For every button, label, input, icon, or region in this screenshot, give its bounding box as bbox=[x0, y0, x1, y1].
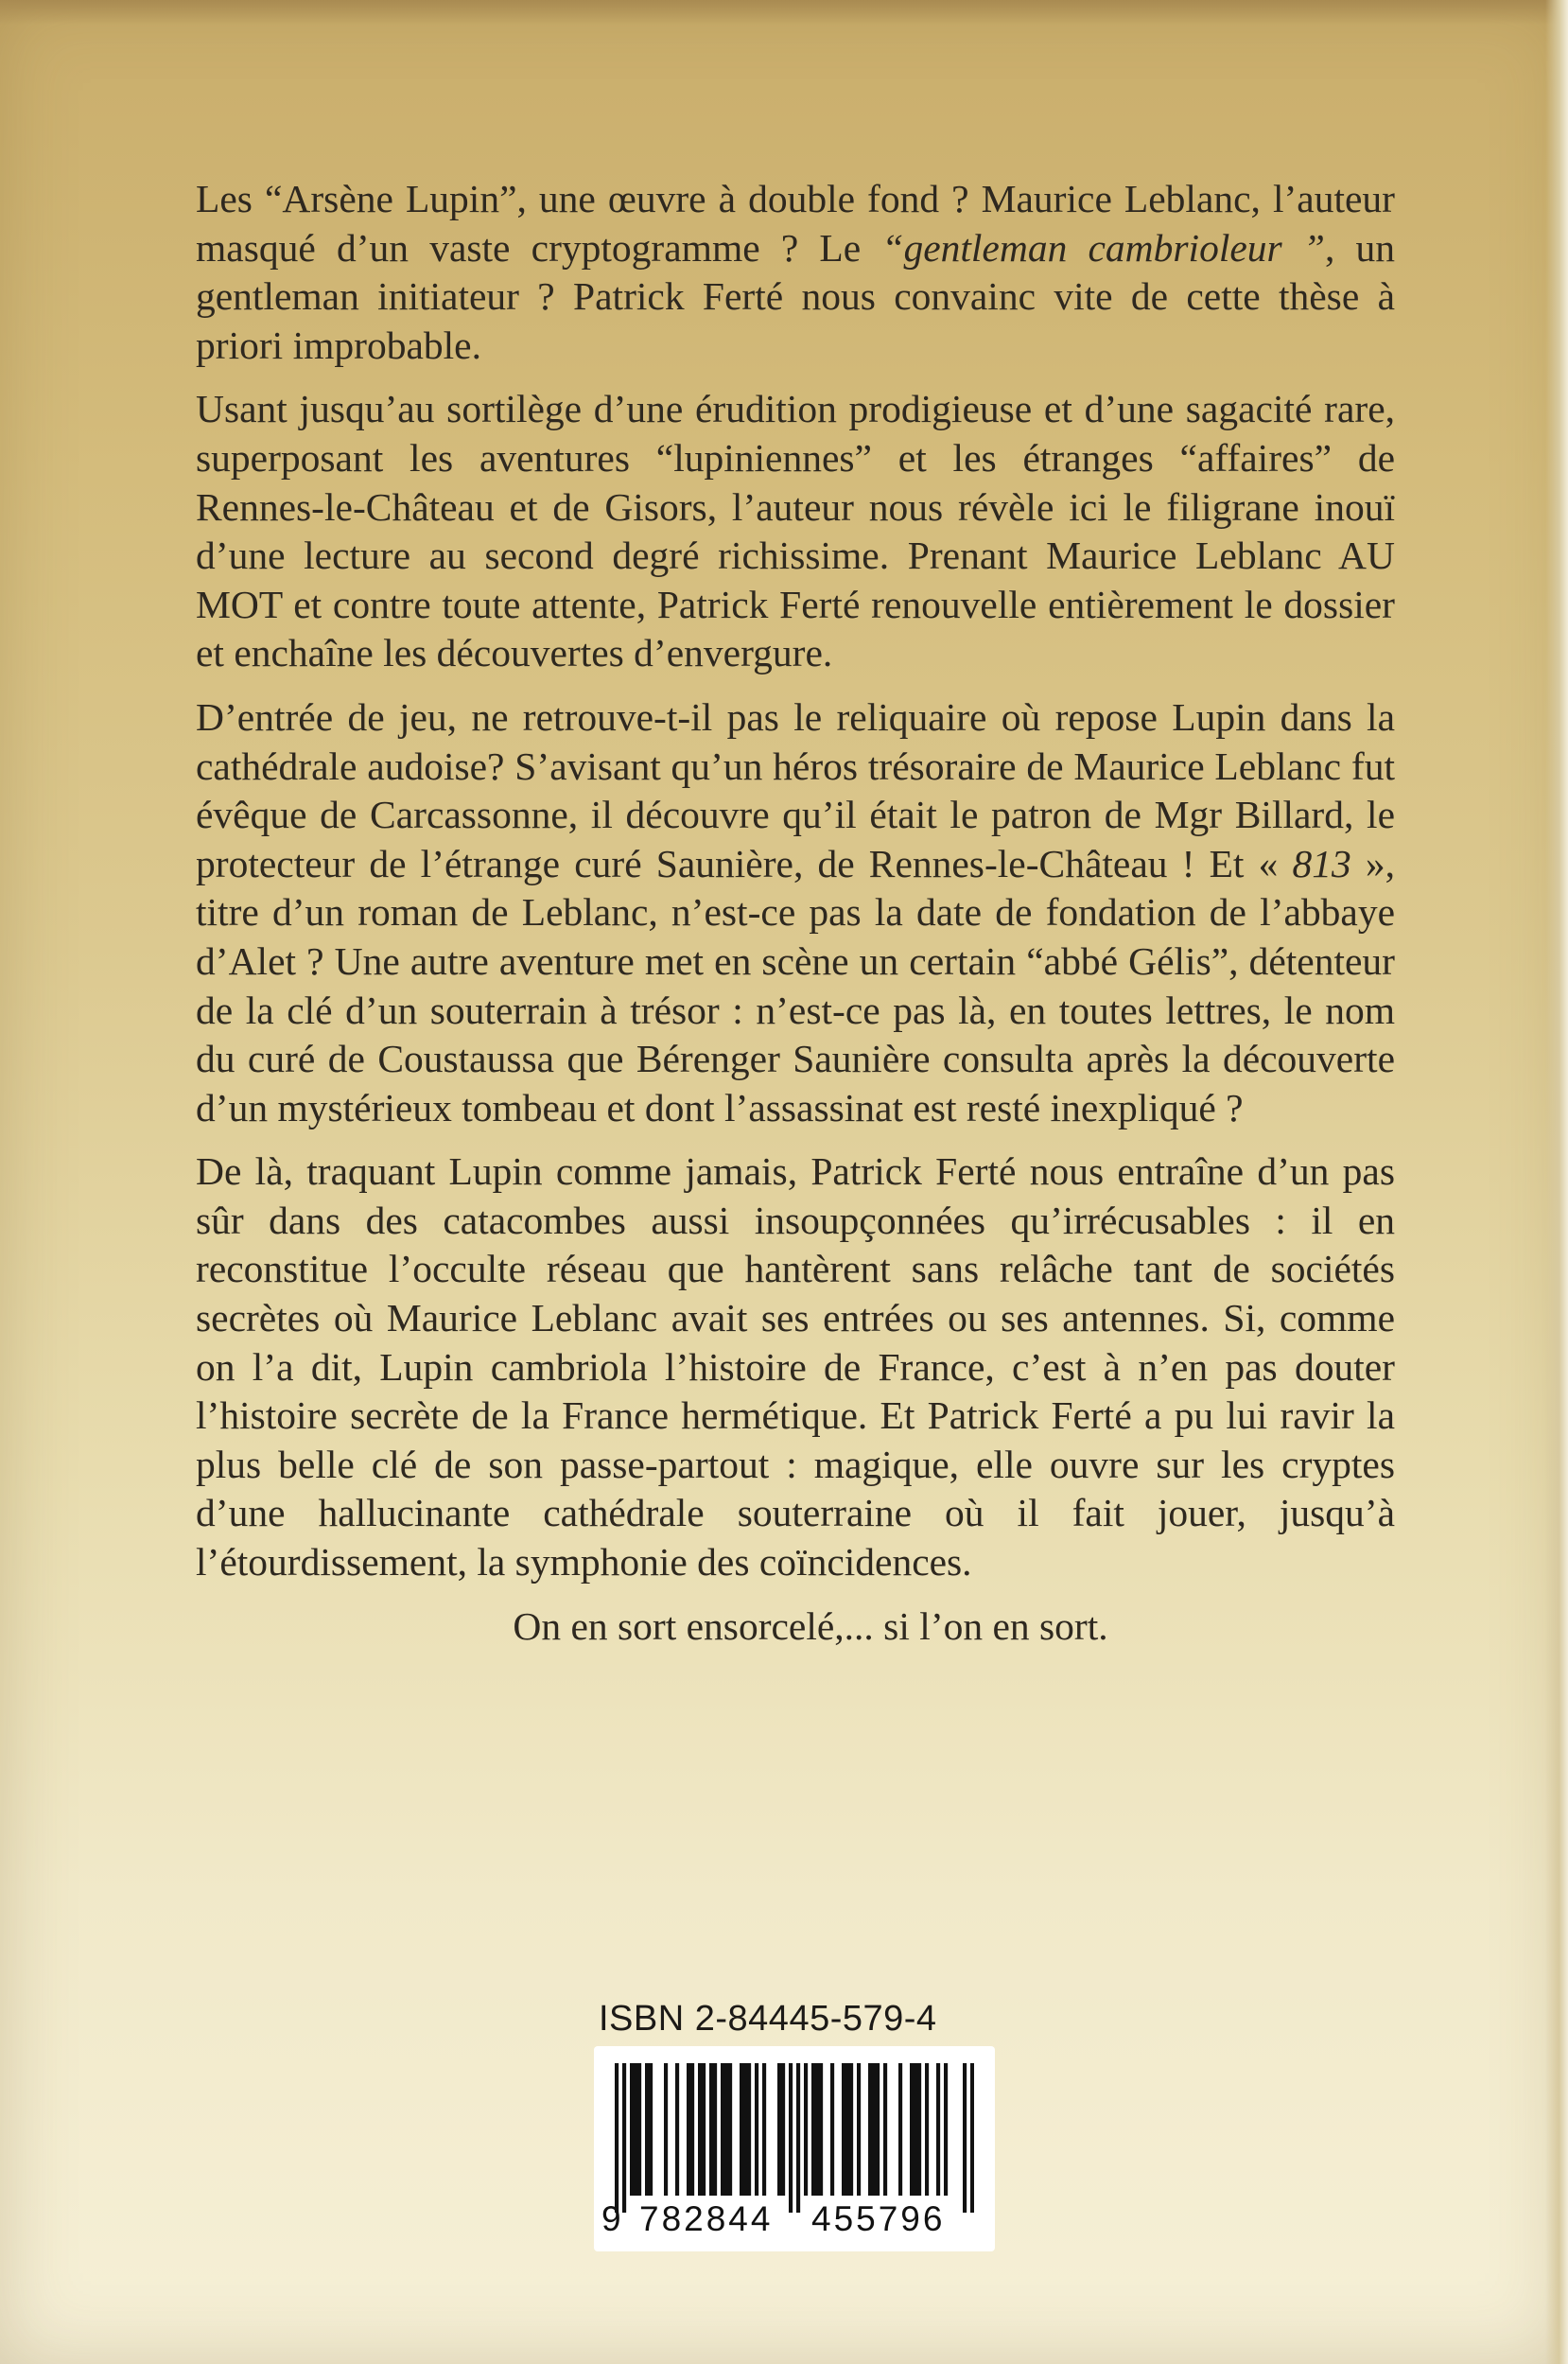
barcode-bar bbox=[819, 2063, 823, 2196]
barcode-bar bbox=[755, 2063, 758, 2196]
barcode-guard-bar bbox=[796, 2063, 800, 2213]
barcode-bar bbox=[842, 2063, 845, 2196]
blurb-paragraph-1 bbox=[196, 175, 1395, 370]
p1-text-c: , un gentleman initiateur ? Patrick Ferté nous convainc vite de cette thèse à priori improbable. bbox=[196, 225, 1395, 367]
barcode-bar bbox=[845, 2063, 849, 2196]
barcode-bar bbox=[872, 2063, 876, 2196]
barcode-bar bbox=[675, 2063, 679, 2196]
barcode-guard-bar bbox=[963, 2063, 967, 2213]
barcode-guard-bar bbox=[622, 2063, 626, 2213]
barcode-bar bbox=[883, 2063, 887, 2196]
barcode-bar bbox=[849, 2063, 853, 2196]
blurb-text bbox=[196, 175, 1395, 1651]
barcode-bar bbox=[944, 2063, 948, 2196]
isbn-label: ISBN 2-84445-579-4 bbox=[599, 1999, 937, 2039]
barcode-bar bbox=[687, 2063, 690, 2196]
barcode-digits-left: 782844 bbox=[639, 2199, 774, 2238]
barcode-bar bbox=[724, 2063, 728, 2196]
barcode-bar bbox=[857, 2063, 861, 2196]
p3-italic-title: 813 bbox=[1292, 841, 1351, 885]
p3-text-c: », titre d’un roman de Leblanc, n’est-ce pas la date de fondation de l’abbaye d’Alet ? Une autre aventure met en scène un certain “abbé Gélis”, détenteur de la clé d’un souterrain à trésor : n’est-ce pas là, en toutes lettres, le nom du curé de Coustaussa que Bérenger Saunière consulta après la découverte d’un mystérieux tombeau et dont l’assassinat est resté inexpliqué ? bbox=[196, 841, 1395, 1129]
barcode-bar bbox=[868, 2063, 872, 2196]
barcode-bar bbox=[811, 2063, 815, 2196]
cover-right-edge bbox=[1545, 0, 1568, 2364]
barcode-bar bbox=[804, 2063, 808, 2196]
barcode-bar bbox=[698, 2063, 702, 2196]
barcode-bar bbox=[690, 2063, 694, 2196]
barcode-guard-bar bbox=[970, 2063, 974, 2213]
barcode-bar bbox=[721, 2063, 724, 2196]
cover-top-edge bbox=[0, 0, 1568, 25]
barcode-bar bbox=[747, 2063, 751, 2196]
barcode-bar bbox=[709, 2063, 713, 2196]
barcode-bar bbox=[743, 2063, 747, 2196]
barcode-bar bbox=[637, 2063, 641, 2196]
barcode-bar bbox=[898, 2063, 902, 2196]
barcode-digits-right: 455796 bbox=[811, 2199, 946, 2238]
barcode-guard-bar bbox=[789, 2063, 793, 2213]
barcode-bar bbox=[713, 2063, 717, 2196]
blurb-paragraph-2: Usant jusqu’au sortilège d’une érudition prodigieuse et d’une sagacité rare, superposant les aventures “lupiniennes” et les étranges “affaires” de Rennes-le-Château et de Gisors, l’auteur nous révèle ici le filigrane inouï d’une lecture au second degré richissime. Prenant Maurice Leblanc AU MOT et contre toute attente, Patrick Ferté renouvelle entièrement le dossier et enchaîne les découvertes d’envergure. bbox=[196, 387, 1395, 675]
barcode-bar bbox=[762, 2063, 766, 2196]
blurb-paragraph-4: De là, traquant Lupin comme jamais, Patrick Ferté nous entraîne d’un pas sûr dans des catacombes aussi insoupçonnées qu’irrécusables : il en reconstitue l’occulte réseau que hantèrent sans relâche tant de sociétés secrètes où Maurice Leblanc avait ses entrées ou ses antennes. Si, comme on l’a dit, Lupin cambriola l’histoire de France, c’est à n’en pas douter l’histoire secrète de la France hermétique. Et Patrick Ferté a pu lui ravir la plus belle clé de son passe-partout : magique, elle ouvre sur les cryptes d’une hallucinante cathédrale souterraine où il fait jouer, jusqu’à l’étourdissement, la symphonie des coïncidences. bbox=[196, 1149, 1395, 1585]
barcode-bar bbox=[925, 2063, 929, 2196]
p1-italic-phrase: “gentleman cambrioleur ” bbox=[881, 225, 1325, 270]
barcode-bar bbox=[728, 2063, 732, 2196]
barcode-guard-bar bbox=[615, 2063, 618, 2213]
barcode-bar bbox=[815, 2063, 819, 2196]
barcode-bar bbox=[876, 2063, 880, 2196]
barcode-digit-lead: 9 bbox=[601, 2199, 621, 2238]
barcode-bar bbox=[914, 2063, 917, 2196]
barcode-bar bbox=[910, 2063, 914, 2196]
barcode-bar bbox=[830, 2063, 834, 2196]
barcode-bar bbox=[630, 2063, 634, 2196]
p1-text-a: Les “Arsène Lupin”, une œuvre à double fond ? Maurice Leblanc, l’auteur masqué d’un vaste cryptogramme ? Le bbox=[196, 177, 1395, 270]
barcode-bar bbox=[917, 2063, 921, 2196]
barcode-bar bbox=[702, 2063, 706, 2196]
p3-text-a: D’entrée de jeu, ne retrouve-t-il pas le reliquaire où repose Lupin dans la cathédrale audoise? S’avisant qu’un héros trésoraire de Maurice Leblanc fut évêque de Carcassonne, il découvre qu’il était le patron de Mgr Billard, le protecteur de l’étrange curé Saunière, de Rennes-le-Château ! Et « bbox=[196, 694, 1395, 885]
barcode-bar bbox=[777, 2063, 781, 2196]
barcode-bar bbox=[634, 2063, 637, 2196]
barcode bbox=[594, 2046, 995, 2251]
barcode-bar bbox=[649, 2063, 653, 2196]
closing-line: On en sort ensorcelé,... si l’on en sort. bbox=[513, 1603, 1108, 1648]
barcode-bar bbox=[936, 2063, 940, 2196]
barcode-bar bbox=[664, 2063, 668, 2196]
barcode-bars bbox=[615, 2063, 974, 2213]
blurb-paragraph-3 bbox=[196, 693, 1395, 1132]
barcode-bar bbox=[740, 2063, 743, 2196]
barcode-bar bbox=[781, 2063, 785, 2196]
barcode-bar bbox=[645, 2063, 649, 2196]
